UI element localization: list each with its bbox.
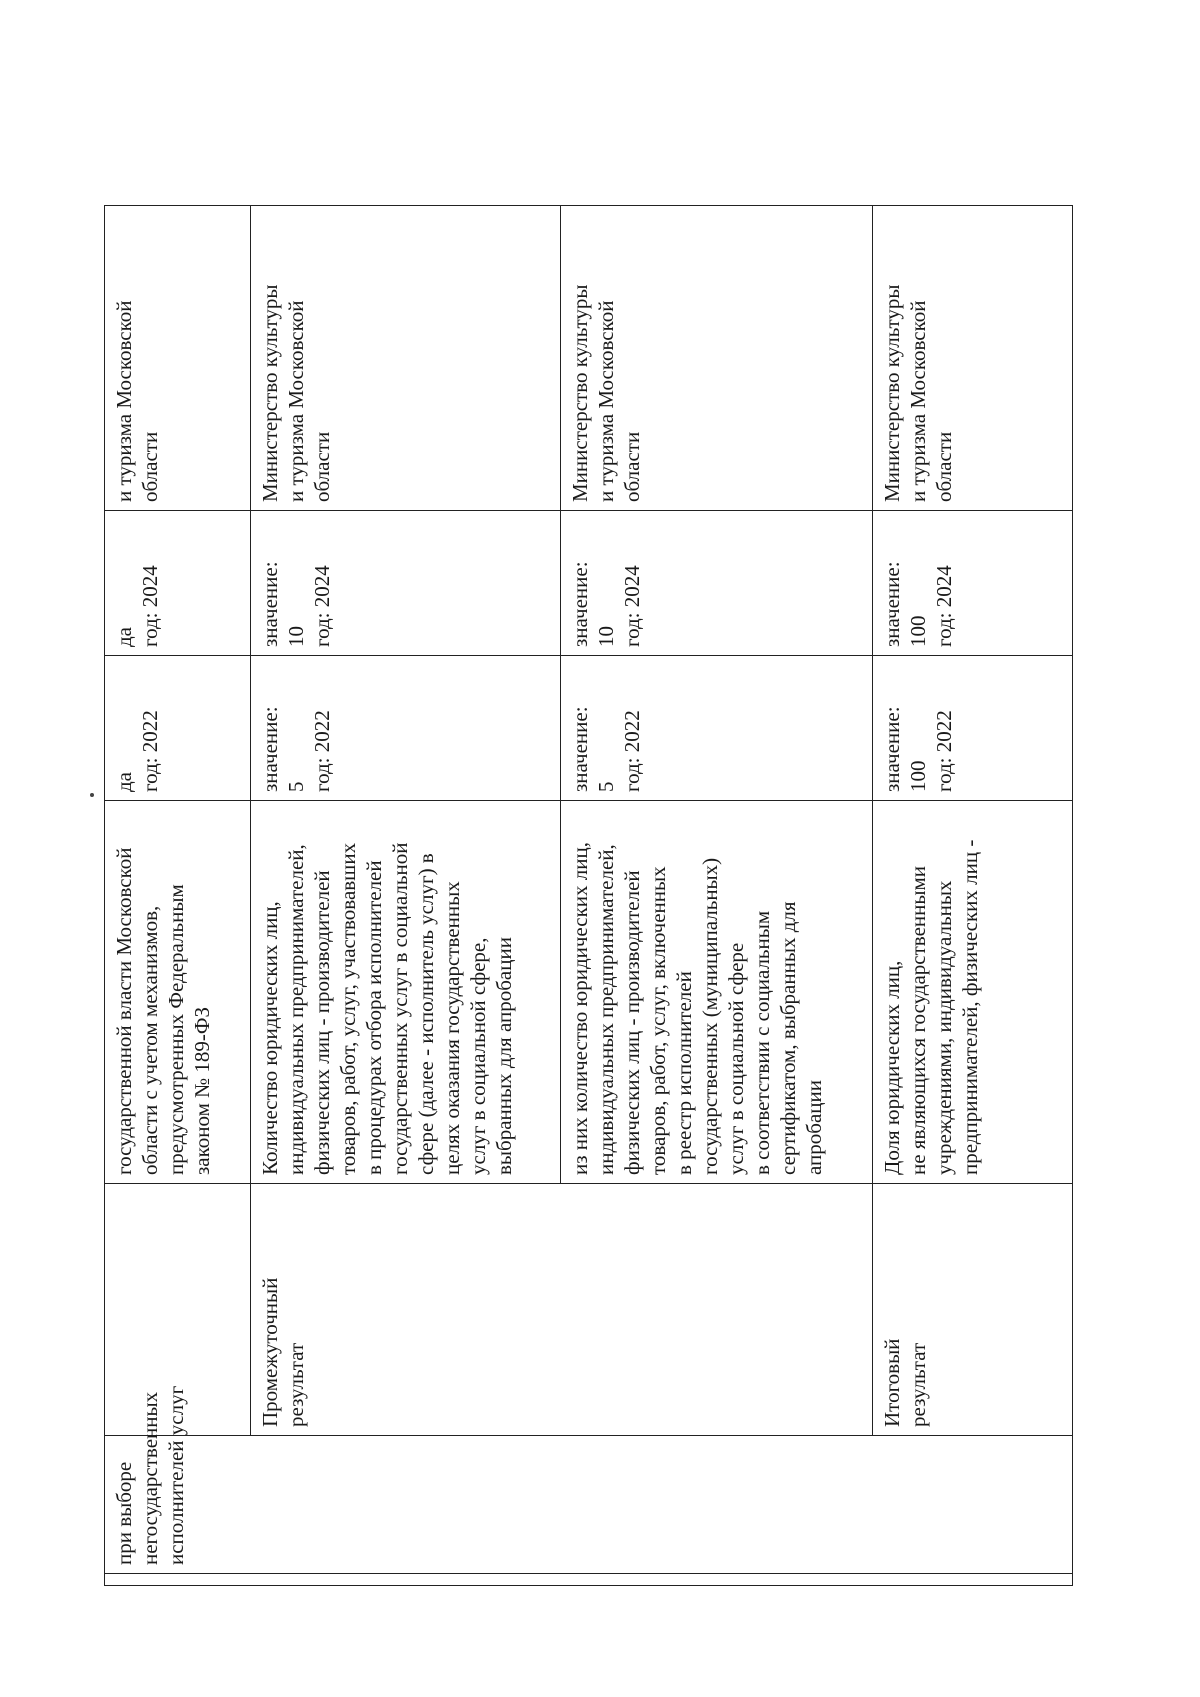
base-value-cell xyxy=(105,656,251,801)
indicator-line: предпринимателей, физических лиц - xyxy=(958,839,982,1175)
base-line: значение: xyxy=(568,706,592,792)
responsible-line: Министерство культуры xyxy=(880,284,904,502)
target-line: год: 2024 xyxy=(310,565,334,647)
indicator-line: законом № 189-ФЗ xyxy=(190,1006,214,1175)
indicator-line: услуг в социальной сфере xyxy=(724,942,748,1175)
responsible-line: Министерство культуры xyxy=(568,284,592,502)
base-line: значение: xyxy=(880,706,904,792)
base-line: год: 2022 xyxy=(138,710,162,792)
base-line: 100 xyxy=(906,760,930,792)
target-line: год: 2024 xyxy=(932,565,956,647)
result-type-cell xyxy=(873,1184,1073,1436)
target-value-cell xyxy=(873,511,1073,656)
indicator-line: в соответствии с социальным xyxy=(750,910,774,1175)
blank-margin-cell xyxy=(105,1574,1073,1586)
base-line: да xyxy=(112,771,136,792)
responsible-cell xyxy=(105,206,251,511)
section-line: при выборе xyxy=(112,1461,136,1565)
base-value-cell xyxy=(873,656,1073,801)
target-value-cell xyxy=(251,511,561,656)
scan-speck xyxy=(90,793,94,797)
indicator-cell xyxy=(561,801,873,1184)
indicator-line: государственной власти Московской xyxy=(112,847,136,1175)
base-line: 5 xyxy=(594,781,618,792)
target-line: да xyxy=(112,626,136,647)
target-line: год: 2024 xyxy=(138,565,162,647)
target-line: значение: xyxy=(568,561,592,647)
responsible-line: и туризма Московской xyxy=(906,300,930,502)
section-line: негосударственных xyxy=(138,1391,162,1565)
result-type-cell xyxy=(251,1184,873,1436)
table-row xyxy=(105,206,251,1586)
indicator-line: области с учетом механизмов, xyxy=(138,905,162,1175)
base-value-cell xyxy=(251,656,561,801)
result-type-line: результат xyxy=(906,1342,930,1427)
indicator-line: апробации xyxy=(802,1079,826,1175)
indicator-line: учреждениями, индивидуальных xyxy=(932,880,956,1175)
indicator-line: индивидуальных предпринимателей, xyxy=(284,844,308,1175)
section-cell xyxy=(105,1385,1073,1574)
indicator-line: услуг в социальной сфере, xyxy=(466,937,490,1175)
indicator-line: сфере (далее - исполнитель услуг) в xyxy=(414,853,438,1175)
target-value-cell xyxy=(561,511,873,656)
indicator-line: индивидуальных предпринимателей, xyxy=(594,844,618,1175)
base-line: значение: xyxy=(258,706,282,792)
responsible-cell xyxy=(873,206,1073,511)
indicator-line: товаров, работ, услуг, включенных xyxy=(646,866,670,1175)
result-type-line: Итоговый xyxy=(880,1338,904,1427)
responsible-line: области xyxy=(138,431,162,502)
indicator-line: выбранных для апробации xyxy=(492,937,516,1175)
indicator-line: целях оказания государственных xyxy=(440,881,464,1175)
indicator-cell xyxy=(105,801,251,1184)
target-line: значение: xyxy=(258,561,282,647)
target-line: значение: xyxy=(880,561,904,647)
indicator-line: в процедурах отбора исполнителей xyxy=(362,860,386,1175)
responsible-line: и туризма Московской xyxy=(284,300,308,502)
indicator-cell xyxy=(251,801,561,1184)
indicator-line: физических лиц - производителей xyxy=(620,870,644,1175)
indicator-line: в реестр исполнителей xyxy=(672,971,696,1175)
indicator-line: Количество юридических лиц, xyxy=(258,901,282,1175)
indicator-cell xyxy=(873,801,1073,1184)
indicator-line: товаров, работ, услуг, участвовавших xyxy=(336,842,360,1175)
indicator-line: Доля юридических лиц, xyxy=(880,960,904,1175)
base-value-cell xyxy=(561,656,873,801)
responsible-line: области xyxy=(932,431,956,502)
target-line: 10 xyxy=(594,626,618,647)
target-line: 100 xyxy=(906,615,930,647)
indicator-line: предусмотренных Федеральным xyxy=(164,884,188,1175)
result-type-line: Промежуточный xyxy=(258,1277,282,1427)
indicator-line: физических лиц - производителей xyxy=(310,870,334,1175)
base-line: год: 2022 xyxy=(932,710,956,792)
target-line: 10 xyxy=(284,626,308,647)
table-row xyxy=(251,206,561,1586)
target-value-cell xyxy=(105,511,251,656)
base-line: 5 xyxy=(284,781,308,792)
indicators-table xyxy=(104,205,1073,1586)
base-line: год: 2022 xyxy=(310,710,334,792)
section-line: исполнителей услуг xyxy=(164,1385,188,1565)
indicator-line: не являющихся государственными xyxy=(906,865,930,1175)
table-row xyxy=(873,206,1073,1586)
indicator-line: из них количество юридических лиц, xyxy=(568,842,592,1175)
result-type-line: результат xyxy=(284,1342,308,1427)
indicator-line: государственных услуг в социальной xyxy=(388,842,412,1175)
rotated-page xyxy=(104,206,1072,1586)
target-line: год: 2024 xyxy=(620,565,644,647)
base-line: год: 2022 xyxy=(620,710,644,792)
responsible-line: Министерство культуры xyxy=(258,284,282,502)
responsible-line: и туризма Московской xyxy=(112,300,136,502)
indicator-line: государственных (муниципальных) xyxy=(698,857,722,1175)
indicator-line: сертификатом, выбранных для xyxy=(776,901,800,1175)
responsible-line: области xyxy=(310,431,334,502)
responsible-cell xyxy=(251,206,561,511)
responsible-line: и туризма Московской xyxy=(594,300,618,502)
responsible-cell xyxy=(561,206,873,511)
responsible-line: области xyxy=(620,431,644,502)
